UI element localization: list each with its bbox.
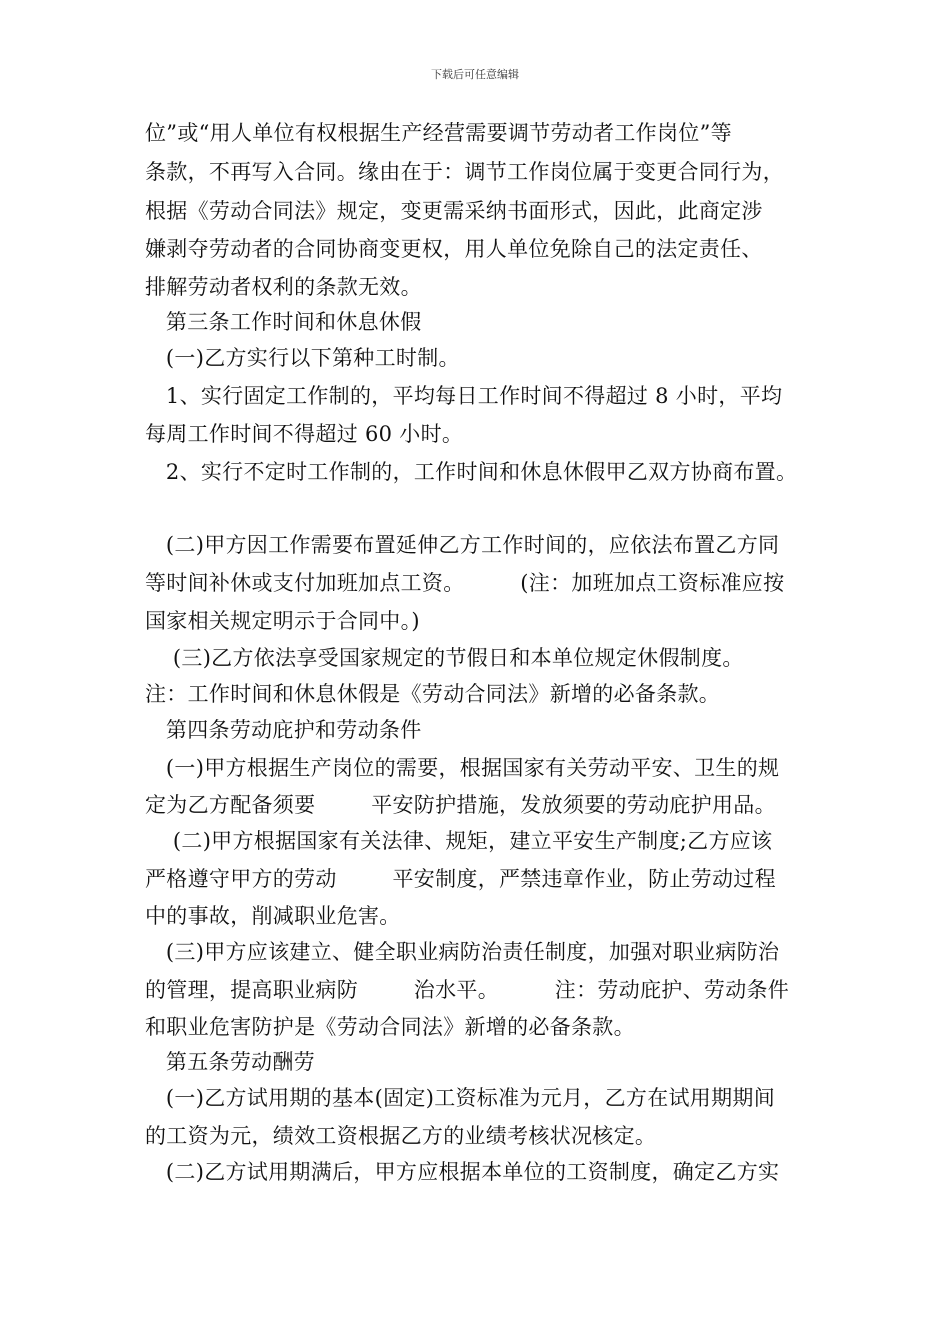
text-line: (二)甲方根据国家有关法律、规矩，建立平安生产制度;乙方应该 bbox=[145, 829, 773, 853]
section-heading: 第五条劳动酬劳 bbox=[145, 1050, 316, 1074]
text-line: (一)乙方实行以下第种工时制。 bbox=[145, 346, 460, 370]
text-line: (二)乙方试用期满后，甲方应根据本单位的工资制度，确定乙方实 bbox=[145, 1160, 780, 1184]
text-line: 2、实行不定时工作制的，工作时间和休息休假甲乙双方协商布置。 bbox=[145, 460, 798, 484]
text-line: 和职业危害防护是《劳动合同法》新增的必备条款。 bbox=[145, 1015, 635, 1039]
text-line: 根据《劳动合同法》规定，变更需采纳书面形式，因此，此商定涉 bbox=[145, 199, 763, 223]
text-line: 国家相关规定明示于合同中。) bbox=[145, 609, 420, 633]
text-line: 条款，不再写入合同。缘由在于：调节工作岗位属于变更合同行为， bbox=[145, 160, 784, 184]
text-line: 定为乙方配备须要 平安防护措施，发放须要的劳动庇护用品。 bbox=[145, 793, 776, 817]
text-line: (一)甲方根据生产岗位的需要，根据国家有关劳动平安、卫生的规 bbox=[145, 756, 780, 780]
text-line: 1、实行固定工作制的，平均每日工作时间不得超过 8 小时，平均 bbox=[145, 384, 783, 408]
text-line: 每周工作时间不得超过 60 小时。 bbox=[145, 422, 464, 446]
text-line: 排解劳动者权利的条款无效。 bbox=[145, 275, 422, 299]
text-line: 位”或“用人单位有权根据生产经营需要调节劳动者工作岗位”等 bbox=[145, 121, 732, 145]
text-line: 注：工作时间和休息休假是《劳动合同法》新增的必备条款。 bbox=[145, 682, 721, 706]
text-line: 的工资为元，绩效工资根据乙方的业绩考核状况核定。 bbox=[145, 1124, 657, 1148]
text-line: 嫌剥夺劳动者的合同协商变更权，用人单位免除自己的法定责任、 bbox=[145, 237, 763, 261]
text-line: (三)甲方应该建立、健全职业病防治责任制度，加强对职业病防治 bbox=[145, 940, 780, 964]
section-heading: 第三条工作时间和休息休假 bbox=[145, 310, 422, 334]
text-line: 的管理，提高职业病防 治水平。 注：劳动庇护、劳动条件 bbox=[145, 978, 790, 1002]
text-line: 中的事故，削减职业危害。 bbox=[145, 904, 401, 928]
text-line: (二)甲方因工作需要布置延伸乙方工作时间的，应依法布置乙方同 bbox=[145, 533, 780, 557]
text-line: (一)乙方试用期的基本(固定)工资标准为元月，乙方在试用期期间 bbox=[145, 1086, 775, 1110]
section-heading: 第四条劳动庇护和劳动条件 bbox=[145, 718, 422, 742]
text-line: 严格遵守甲方的劳动 平安制度，严禁违章作业，防止劳动过程 bbox=[145, 867, 776, 891]
text-line: 等时间补休或支付加班加点工资。 (注：加班加点工资标准应按 bbox=[145, 571, 785, 595]
page-header: 下载后可任意编辑 bbox=[431, 68, 519, 81]
text-line: (三)乙方依法享受国家规定的节假日和本单位规定休假制度。 bbox=[145, 646, 744, 670]
